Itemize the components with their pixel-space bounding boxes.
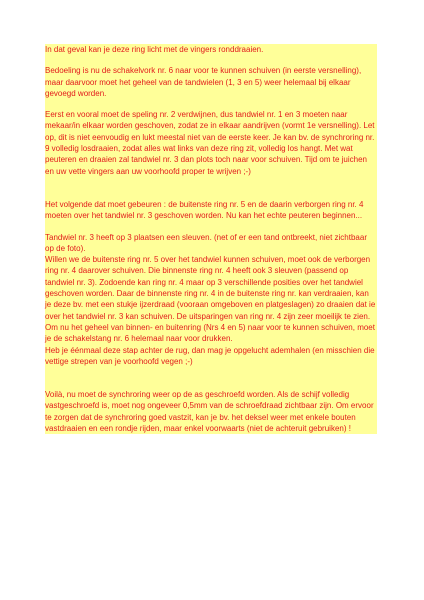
paragraph-1: In dat geval kan je deze ring licht met de vingers ronddraaien. bbox=[45, 45, 264, 54]
paragraph-4: Het volgende dat moet gebeuren : de buitenste ring nr. 5 en de daarin verborgen ring nr. 4 moeten over het tandwiel nr. 3 geschoven worden. Nu kan het echte peuteren beginnen... bbox=[45, 199, 364, 221]
spacer bbox=[45, 99, 377, 109]
document-page bbox=[45, 44, 377, 544]
text-block bbox=[45, 65, 377, 99]
text-block bbox=[45, 199, 377, 222]
text-block bbox=[45, 389, 377, 434]
paragraph-2: Bedoeling is nu de schakelvork nr. 6 naar voor te kunnen schuiven (in eerste versnelling), maar daarvoor moet het geheel van de tandwielen (1, 3 en 5) weer helemaal bij elkaar gevoegd worden. bbox=[45, 66, 362, 98]
spacer bbox=[45, 177, 377, 199]
paragraph-5: Tandwiel nr. 3 heeft op 3 plaatsen een sleuven. (net of er een tand ontbreekt, niet zichtbaar op de foto). Willen we de buitenste ring nr. 5 over het tandwiel kunnen schuiven, moet ook de verborgen ring nr. 4 daarover schuiven. Die binnenste ring nr. 4 heeft ook 3 sleuven (passend op tandwiel nr. 3). Zodoende kan ring nr. 4 maar op 3 verschillende posities over het tandwiel geschoven worden. Daar de binnenste ring nr. 4 in de buitenste ring nr. kan verdraaien, kan je deze bv. met een stukje ijzerdraad (vooraan omgeboven en platgeslagen) zo draaien dat ie over het tandwiel nr. 3 kan schuiven. De uitsparingen van ring nr. 4 zijn zeer moeilijk te zien. Om nu het geheel van binnen- en buitenring (Nrs 4 en 5) naar voor te kunnen schuiven, moet je de schakelstang nr. 6 helemaal naar voor drukken. Heb je éénmaal deze stap achter de rug, dan mag je opgelucht ademhalen (en misschien die vettige strepen van je voorhoofd vegen ;-) bbox=[45, 232, 376, 366]
text-block bbox=[45, 232, 377, 368]
paragraph-3: Eerst en vooral moet de speling nr. 2 verdwijnen, dus tandwiel nr. 1 en 3 moeten naar mekaar/in elkaar worden geschoven, zodat ze in elkaar aandrijven (vormt 1e versnelling). Let op, dit is niet eenvoudig en lukt meestal niet van de eerste keer. Je kan bv. de synchroring nr. 9 volledig losdraaien, zodat alles wat links van deze ring zit, volledig los hangt. Met wat peuteren en draaien zal tandwiel nr. 3 dan plots toch naar voor schuiven. Tijd om te juichen en uw vette vingers aan uw voorhoofd proper te wrijven ;-) bbox=[45, 110, 375, 176]
text-block bbox=[45, 109, 377, 177]
spacer bbox=[45, 367, 377, 389]
text-block bbox=[45, 44, 377, 55]
paragraph-6: Voilà, nu moet de synchroring weer op de as geschroefd worden. Als de schijf volledig vastgeschroefd is, moet nog ongeveer 0,5mm van de schroefdraad zichtbaar zijn. Om ervoor te zorgen dat de synchroring goed vastzit, kan je bv. het deksel weer met enkele bouten vastdraaien en een rondje rijden, maar enkel voorwaarts (niet de achteruit gebruiken) ! bbox=[45, 390, 374, 434]
spacer bbox=[45, 222, 377, 232]
spacer bbox=[45, 55, 377, 65]
